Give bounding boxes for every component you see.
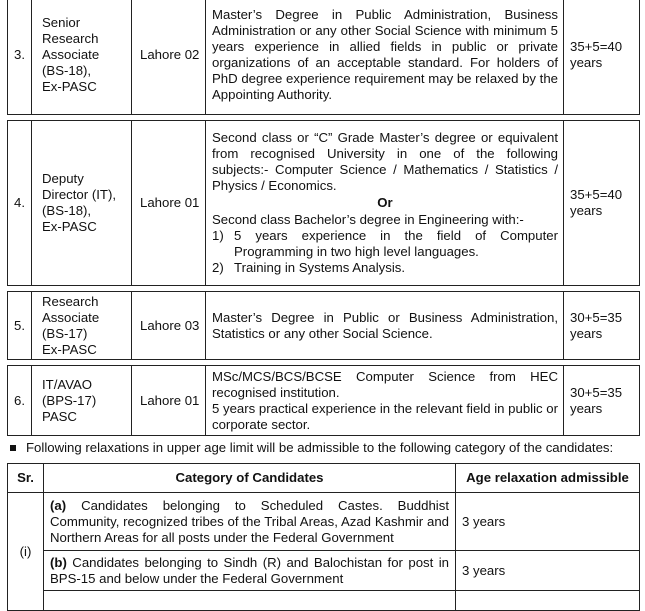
header-category: Category of Candidates (44, 464, 456, 493)
serial-number: 3. (8, 0, 32, 115)
age-limit: 35+5=40 years (564, 121, 640, 286)
qualification: Master’s Degree in Public or Business Administration, Statistics or any other Social Science. (206, 292, 564, 360)
table-header-row (8, 464, 640, 493)
table-row (8, 0, 640, 115)
place-of-posting: Lahore 01 (132, 121, 206, 286)
qualification: Second class or “C” Grade Master’s degree or equivalent from recognised University in one of the following subjects:- Computer Science / Mathematics / Statistics / Physics / Economics. Or Second class Bachelor’s degree in Engineering with:- 1) 5 years experience in the field of Computer Programming in two high level languages. 2) Training in Systems Analysis. (206, 121, 564, 286)
category-cell: (b) Candidates belonging to Sindh (R) and Balochistan for post in BPS-15 and below under the Federal Government (44, 551, 456, 591)
header-age-relaxation: Age relaxation admissible (456, 464, 640, 493)
table-row (8, 292, 640, 360)
post-name: IT/AVAO (BPS-17) PASC (32, 366, 132, 436)
header-sr: Sr. (8, 464, 44, 493)
or-separator: Or (377, 195, 393, 210)
table-row (8, 551, 640, 591)
post-name: Deputy Director (IT), (BS-18), Ex-PASC (32, 121, 132, 286)
place-of-posting: Lahore 03 (132, 292, 206, 360)
place-of-posting: Lahore 01 (132, 366, 206, 436)
table-row (8, 366, 640, 436)
list-item: 2) Training in Systems Analysis. (212, 260, 406, 275)
relaxation-notice: Following relaxations in upper age limit will be admissible to the following category of the candidates: (10, 440, 640, 455)
age-limit: 30+5=35 years (564, 366, 640, 436)
place-of-posting: Lahore 02 (132, 0, 206, 115)
group-serial: (i) (8, 493, 44, 611)
category-cell: (a) Candidates belonging to Scheduled Castes. Buddhist Community, recognized tribes of the Tribal Areas, Azad Kashmir and Northern Areas for all posts under the Federal Government (44, 493, 456, 551)
qualification: MSc/MCS/BCS/BCSE Computer Science from HEC recognised institution. 5 years practical experience in the relevant field in public or corporate sector. (206, 366, 564, 436)
post-name: Research Associate (BS-17) Ex-PASC (32, 292, 132, 360)
table-row (8, 121, 640, 286)
serial-number: 6. (8, 366, 32, 436)
list-item: 1) 5 years experience in the field of Computer Programming in two high level languages. (212, 228, 558, 259)
age-limit: 30+5=35 years (564, 292, 640, 360)
age-limit: 35+5=40 years (564, 0, 640, 115)
qualification: Master’s Degree in Public Administration, Business Administration or any other Social Science with minimum 5 years experience in allied fields in public or private organizations of an acceptable standard. For holders of PhD degree experience requirement may be relaxed by the Appointing Authority. (206, 0, 564, 115)
relaxation-table (7, 463, 640, 611)
age-relaxation: 3 years (456, 493, 640, 551)
square-bullet-icon (10, 445, 16, 451)
table-row (8, 493, 640, 551)
serial-number: 5. (8, 292, 32, 360)
posts-table (7, 0, 640, 436)
table-row (8, 591, 640, 611)
age-relaxation: 3 years (456, 551, 640, 591)
post-name: Senior Research Associate (BS-18), Ex-PASC (32, 0, 132, 115)
serial-number: 4. (8, 121, 32, 286)
